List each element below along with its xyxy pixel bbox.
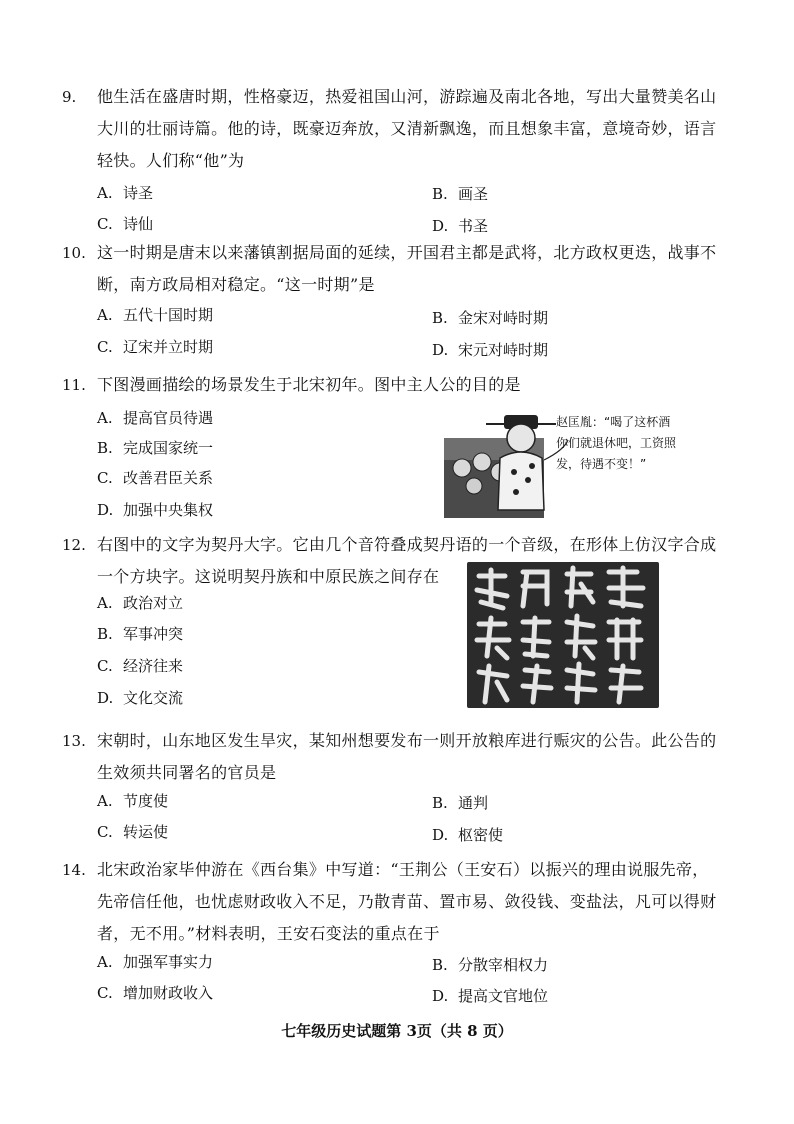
option-a: A. 政治对立 bbox=[97, 594, 184, 612]
option-d: D. 提高文官地位 bbox=[432, 987, 549, 1005]
question-stem-line: 北宋政治家毕仲游在《西台集》中写道：“王荆公（王安石）以振兴的理由说服先帝， bbox=[97, 860, 709, 879]
option-b: B. 军事冲突 bbox=[97, 625, 184, 643]
question-stem-line: 轻快。人们称“他”为 bbox=[97, 151, 245, 170]
option-a: A. 提高官员待遇 bbox=[97, 409, 214, 427]
question-stem-line: 断，南方政局相对稳定。“这一时期”是 bbox=[97, 275, 375, 294]
cartoon-caption bbox=[556, 412, 716, 475]
question-stem-line: 生效须共同署名的官员是 bbox=[97, 763, 277, 782]
question-stem-line: 大川的壮丽诗篇。他的诗，既豪迈奔放，又清新飘逸，而且想象丰富，意境奇妙，语言 bbox=[97, 119, 717, 138]
option-d: D. 宋元对峙时期 bbox=[432, 341, 549, 359]
question-stem-line: 宋朝时，山东地区发生旱灾，某知州想要发布一则开放粮库进行赈灾的公告。此公告的 bbox=[97, 731, 717, 750]
option-a: A. 诗圣 bbox=[97, 184, 154, 202]
option-d: D. 加强中央集权 bbox=[97, 501, 214, 519]
question-number: 11. bbox=[62, 376, 86, 394]
option-c: C. 经济往来 bbox=[97, 657, 184, 675]
caption-line: 你们就退休吧，工资照 bbox=[556, 436, 677, 450]
option-a: A. 节度使 bbox=[97, 792, 169, 810]
option-b: B. 通判 bbox=[432, 794, 489, 812]
question-stem-line: 先帝信任他，也忧虑财政收入不足，乃散青苗、置市易、敛役钱、变盐法，凡可以得财 bbox=[97, 892, 717, 911]
question-number: 12. bbox=[62, 536, 86, 554]
option-b: B. 金宋对峙时期 bbox=[432, 309, 549, 327]
khitan-script-image bbox=[467, 562, 659, 708]
option-d: D. 书圣 bbox=[432, 217, 489, 235]
question-number: 10. bbox=[62, 244, 86, 262]
caption-line: 赵匡胤：“喝了这杯酒 bbox=[556, 415, 671, 429]
question-number: 14. bbox=[62, 861, 86, 879]
question-stem-line: 这一时期是唐末以来藩镇割据局面的延续，开国君主都是武将，北方政权更迭，战事不 bbox=[97, 243, 717, 262]
page-footer: 七年级历史试题第 3页（共 8 页） bbox=[281, 1022, 513, 1040]
question-stem-line: 下图漫画描绘的场景发生于北宋初年。图中主人公的目的是 bbox=[97, 375, 521, 394]
option-c: C. 诗仙 bbox=[97, 215, 154, 233]
option-c: C. 改善君臣关系 bbox=[97, 469, 214, 487]
option-a: A. 加强军事实力 bbox=[97, 953, 214, 971]
khitan-glyphs bbox=[467, 562, 659, 708]
option-a: A. 五代十国时期 bbox=[97, 306, 214, 324]
cartoon-image bbox=[444, 410, 714, 518]
question-stem-line: 者，无不用。”材料表明，王安石变法的重点在于 bbox=[97, 924, 440, 943]
option-b: B. 画圣 bbox=[432, 185, 489, 203]
option-c: C. 辽宋并立时期 bbox=[97, 338, 214, 356]
question-number: 9. bbox=[62, 88, 77, 106]
option-c: C. 增加财政收入 bbox=[97, 984, 214, 1002]
option-d: D. 文化交流 bbox=[97, 689, 184, 707]
caption-line: 发，待遇不变！” bbox=[556, 457, 647, 471]
question-stem-line: 他生活在盛唐时期，性格豪迈，热爱祖国山河，游踪遍及南北各地，写出大量赞美名山 bbox=[97, 87, 717, 106]
option-b: B. 完成国家统一 bbox=[97, 439, 214, 457]
question-stem-line: 右图中的文字为契丹大字。它由几个音符叠成契丹语的一个音级，在形体上仿汉字合成 bbox=[97, 535, 717, 554]
option-d: D. 枢密使 bbox=[432, 826, 504, 844]
question-number: 13. bbox=[62, 732, 86, 750]
option-c: C. 转运使 bbox=[97, 823, 169, 841]
question-stem-line: 一个方块字。这说明契丹族和中原民族之间存在 bbox=[97, 567, 440, 586]
option-b: B. 分散宰相权力 bbox=[432, 956, 549, 974]
